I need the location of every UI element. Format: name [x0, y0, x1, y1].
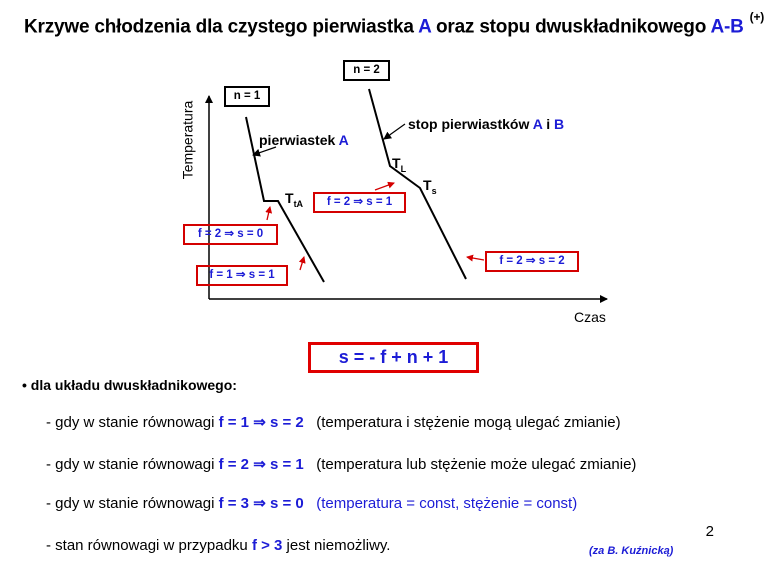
- alloy-label: stop pierwiastków A i B: [408, 116, 565, 132]
- box-f2-s2: f = 2 ⇒ s = 2: [485, 251, 579, 272]
- label-tta: $T_{tA}$: [285, 190, 304, 209]
- box-n1: n = 1: [224, 86, 270, 107]
- list-row: - gdy w stanie równowagi f = 1 ⇒ s = 2 (temperatura i stężenie mogą ulegać zmianie): [46, 414, 621, 431]
- title-element-a: A: [418, 16, 431, 38]
- arrow-f1s1: [300, 257, 304, 270]
- arrow-f2s2: [467, 257, 484, 260]
- box-f1-s1: f = 1 ⇒ s = 1: [196, 265, 288, 286]
- x-axis-label: Czas: [574, 309, 606, 325]
- list-row: - gdy w stanie równowagi f = 3 ⇒ s = 0 (temperatura = const, stężenie = const): [46, 495, 578, 512]
- y-axis-label: Temperatura: [179, 100, 196, 180]
- title-alloy-ab: A-B: [710, 16, 744, 38]
- box-f2-s0: f = 2 ⇒ s = 0: [183, 224, 278, 245]
- list-heading: • dla układu dwuskładnikowego:: [22, 377, 237, 393]
- list-row: - gdy w stanie równowagi f = 2 ⇒ s = 1 (temperatura lub stężenie może ulegać zmianie): [46, 456, 637, 473]
- page-number: 2: [705, 523, 714, 540]
- box-f2-s1: f = 2 ⇒ s = 1: [313, 192, 406, 213]
- label-tl: $T_L$: [392, 155, 407, 174]
- box-n2: n = 2: [343, 60, 390, 81]
- credit-note: (za B. Kuźnicką): [589, 545, 674, 557]
- arrow-f2s1: [375, 183, 394, 190]
- label-ts: $T_s$: [423, 177, 437, 196]
- arrow-f2s0: [267, 207, 270, 220]
- title-superscript: (+): [749, 10, 764, 24]
- pure-label-pointer: [253, 147, 276, 155]
- pure-element-label: pierwiastek A: [259, 132, 349, 148]
- phase-rule-formula: s = - f + n + 1: [308, 342, 479, 373]
- slide-title: Krzywe chłodzenia dla czystego pierwiastka A oraz stopu dwuskładnikowego A-B (+): [24, 10, 764, 38]
- bullet: •: [22, 377, 27, 393]
- alloy-label-pointer: [384, 124, 405, 139]
- list-row-last: - stan równowagi w przypadku f > 3 jest niemożliwy.: [46, 537, 391, 554]
